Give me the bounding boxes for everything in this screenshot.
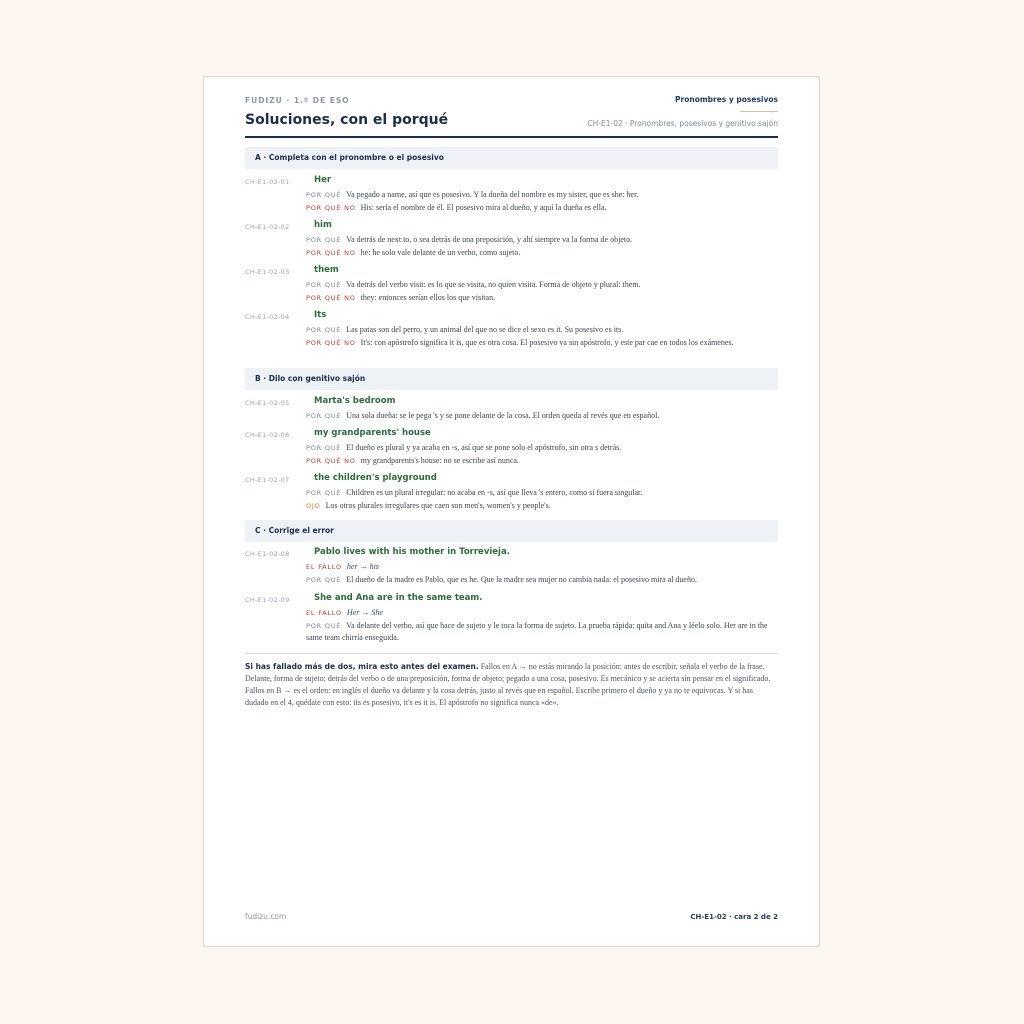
why-text: Children es un plural irregular: no acaba en -s, así que lleva 's entero, como si fuera singular. [346,488,643,497]
why-not-text: His: sería el nombre de él. El posesivo mira al dueño, y aquí la dueña es ella. [360,203,607,212]
item-answer: him [314,220,332,230]
item-code: CH-E1-02-05 [245,399,290,407]
fallo-text: Her → She [346,608,383,617]
ojo-text: Los otros plurales irregulares que caen son men's, women's y people's. [325,501,551,510]
why-text: Va detrás de next to, o sea detrás de una preposición, y ahí siempre va la forma de objeto. [346,235,633,244]
fallo-line [306,561,778,573]
item-answer: them [314,265,339,275]
why-label: POR QUÉ [306,444,342,452]
why-line [306,574,778,586]
why-text: Una sola dueña: se le pega 's y se pone delante de la cosa. El orden queda al revés que en español. [346,411,660,420]
why-not-label: POR QUÉ NO [306,204,356,212]
why-not-text: he: he solo vale delante de un verbo, como sujeto. [360,248,521,257]
section-title: B · Dilo con genitivo sajón [255,374,366,383]
footer-site: fudizu.com [245,912,287,921]
section-c-header [245,520,778,542]
why-not-text: my grandparents's house: no se escribe así nunca. [360,456,519,465]
worksheet-page [203,76,820,947]
item-answer: Pablo lives with his mother in Torrevieja. [314,547,510,557]
footer-page: CH-E1-02 · cara 2 de 2 [690,913,778,921]
why-line [306,234,778,246]
brand: FUDIZU · 1.º DE ESO [245,96,350,105]
why-text: Va delante del verbo, así que hace de sujeto y le toca la forma de sujeto. La prueba rápida: quita and Ana y léelo solo. Her are in the same team chirría enseguida. [306,621,768,642]
why-not-label: POR QUÉ NO [306,249,356,257]
item-answer: my grandparents' house [314,428,431,438]
why-label: POR QUÉ [306,326,342,334]
why-not-label: POR QUÉ NO [306,339,356,347]
why-label: POR QUÉ [306,191,342,199]
why-label: POR QUÉ [306,489,342,497]
why-not-text: It's: con apóstrofo significa it is, que es otra cosa. El posesivo va sin apóstrofo, y este par cae en todos los exámenes. [360,338,734,347]
why-line [306,279,778,291]
why-not-line [306,455,778,467]
why-line [306,189,778,201]
section-a-header [245,147,778,169]
topic-label: Pronombres y posesivos [675,95,778,104]
fallo-line [306,607,778,619]
why-label: POR QUÉ [306,412,342,420]
why-line [306,442,778,454]
why-line [306,487,778,499]
why-line [306,324,778,336]
item-answer: Marta's bedroom [314,396,396,406]
why-label: POR QUÉ [306,236,342,244]
why-not-line [306,337,778,349]
item-code: CH-E1-02-09 [245,596,290,604]
note-body: Fallos en A → no estás mirando la posición: antes de escribir, señala el verbo de la frase. Delante, forma de sujeto; detrás del verbo o de una preposición, forma de objeto; pegado a una cosa, posesivo. Es mecánico y se acierta sin pensar en el significado. Fallos en B → es el orden: en inglés el dueño va delante y la cosa detrás, justo al revés que en español. Escribe primero el dueño y ya no te equivocas. Y si has dudado en el 4, quédate con esto: its es posesivo, it's es it is. El apóstrofo no significa nunca «de». [245,662,771,707]
why-line [306,410,778,422]
page-title: Soluciones, con el porqué [245,112,449,128]
why-text: El dueño de la madre es Pablo, que es he. Que la madre sea mujer no cambia nada: el posesivo mira al dueño. [346,575,697,584]
why-not-line [306,247,778,259]
item-code: CH-E1-02-08 [245,550,290,558]
why-text: El dueño es plural y ya acaba en -s, así que se pone solo el apóstrofo, sin otra s detrás. [346,443,622,452]
item-code: CH-E1-02-06 [245,431,290,439]
ojo-label: OJO [306,502,321,510]
why-not-label: POR QUÉ NO [306,457,356,465]
why-label: POR QUÉ [306,622,342,630]
item-code: CH-E1-02-01 [245,178,290,186]
section-b-header [245,368,778,390]
why-text: Las patas son del perro, y un animal del que no se dice el sexo es it. Su posesivo es its. [346,325,624,334]
why-not-line [306,202,778,214]
item-code: CH-E1-02-02 [245,223,290,231]
item-answer: Its [314,310,327,320]
fallo-text: her → his [346,562,379,571]
item-answer: the children's playground [314,473,437,483]
item-answer: She and Ana are in the same team. [314,593,483,603]
why-not-label: POR QUÉ NO [306,294,356,302]
why-not-text: they: entonces serían ellos los que visitan. [360,293,496,302]
why-text: Va pegado a name, así que es posesivo. Y la dueña del nombre es my sister, que es she: her. [346,190,639,199]
item-code: CH-E1-02-03 [245,268,290,276]
item-code: CH-E1-02-04 [245,313,290,321]
why-text: Va detrás del verbo visit: es lo que se visita, no quien visita. Forma de objeto y plural: them. [346,280,641,289]
note-separator [245,653,778,654]
topic-underline [740,111,778,112]
item-code: CH-E1-02-07 [245,476,290,484]
why-label: POR QUÉ [306,281,342,289]
why-line [306,620,778,644]
why-not-line [306,292,778,304]
page-subtitle: CH-E1-02 · Pronombres, posesivos y genitivo sajón [587,119,778,128]
review-note [245,661,778,709]
fallo-label: EL FALLO [306,609,342,617]
ojo-line [306,500,778,512]
title-rule [245,136,778,138]
fallo-label: EL FALLO [306,563,342,571]
item-answer: Her [314,175,332,185]
note-lead: Si has fallado más de dos, mira esto antes del examen. [245,662,479,671]
section-title: A · Completa con el pronombre o el posesivo [255,153,444,162]
why-label: POR QUÉ [306,576,342,584]
section-title: C · Corrige el error [255,526,334,535]
